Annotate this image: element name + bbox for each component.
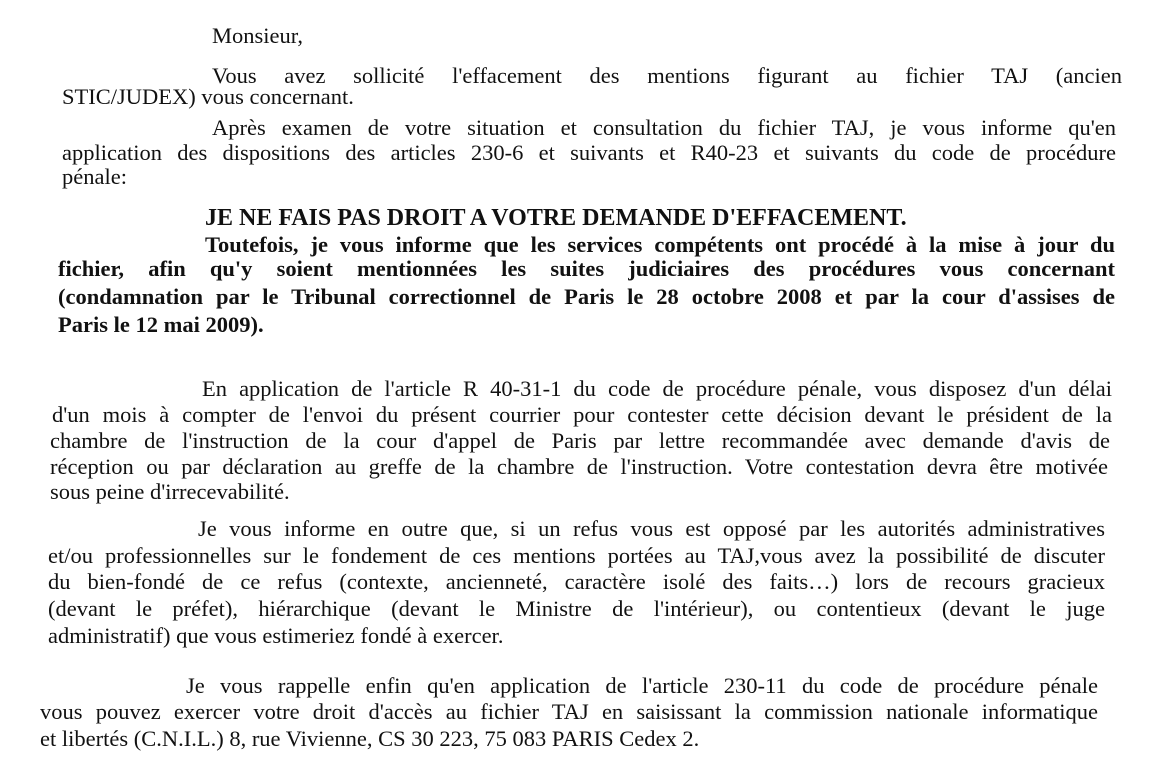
paragraph-line: administratif) que vous estimeriez fondé à exercer. xyxy=(48,623,504,648)
paragraph-line: Vous avez sollicité l'effacement des mentions figurant au fichier TAJ (ancien xyxy=(212,63,1122,88)
paragraph-line: chambre de l'instruction de la cour d'appel de Paris par lettre recommandée avec demande d'avis de xyxy=(50,428,1110,453)
paragraph-line: pénale: xyxy=(62,164,127,189)
paragraph-line: (condamnation par le Tribunal correctionnel de Paris le 28 octobre 2008 et par la cour d'assises de xyxy=(58,284,1115,309)
paragraph-line: application des dispositions des articles 230-6 et suivants et R40-23 et suivants du code de procédure xyxy=(62,140,1116,165)
paragraph-line: sous peine d'irrecevabilité. xyxy=(50,479,290,504)
paragraph-line: vous pouvez exercer votre droit d'accès au fichier TAJ en saisissant la commission nationale informatique xyxy=(40,699,1098,724)
paragraph-line: et libertés (C.N.I.L.) 8, rue Vivienne, CS 30 223, 75 083 PARIS Cedex 2. xyxy=(40,726,700,751)
paragraph-line: Paris le 12 mai 2009). xyxy=(58,312,264,337)
paragraph-line: En application de l'article R 40-31-1 du code de procédure pénale, vous disposez d'un délai xyxy=(202,376,1112,401)
paragraph-line: Toutefois, je vous informe que les services compétents ont procédé à la mise à jour du xyxy=(205,232,1115,257)
paragraph-line: réception ou par déclaration au greffe de la chambre de l'instruction. Votre contestation devra être motivée xyxy=(50,454,1108,479)
paragraph-line: d'un mois à compter de l'envoi du présent courrier pour contester cette décision devant le président de la xyxy=(52,402,1112,427)
salutation: Monsieur, xyxy=(212,23,303,48)
paragraph-line: (devant le préfet), hiérarchique (devant le Ministre de l'intérieur), ou contentieux (devant le juge xyxy=(48,596,1105,621)
paragraph-line: Je vous informe en outre que, si un refus vous est opposé par les autorités administratives xyxy=(198,516,1105,541)
paragraph-line: du bien-fondé de ce refus (contexte, ancienneté, caractère isolé des faits…) lors de recours gracieux xyxy=(48,569,1105,594)
paragraph-line: fichier, afin qu'y soient mentionnées les suites judiciaires des procédures vous concernant xyxy=(58,256,1115,281)
paragraph-line: Je vous rappelle enfin qu'en application de l'article 230-11 du code de procédure pénale xyxy=(186,673,1098,698)
paragraph-line: et/ou professionnelles sur le fondement de ces mentions portées au TAJ,vous avez la possibilité de discuter xyxy=(48,543,1105,568)
paragraph-line: Après examen de votre situation et consultation du fichier TAJ, je vous informe qu'en xyxy=(212,115,1116,140)
decision-heading: JE NE FAIS PAS DROIT A VOTRE DEMANDE D'EFFACEMENT. xyxy=(205,205,907,231)
paragraph-line: STIC/JUDEX) vous concernant. xyxy=(62,84,354,109)
